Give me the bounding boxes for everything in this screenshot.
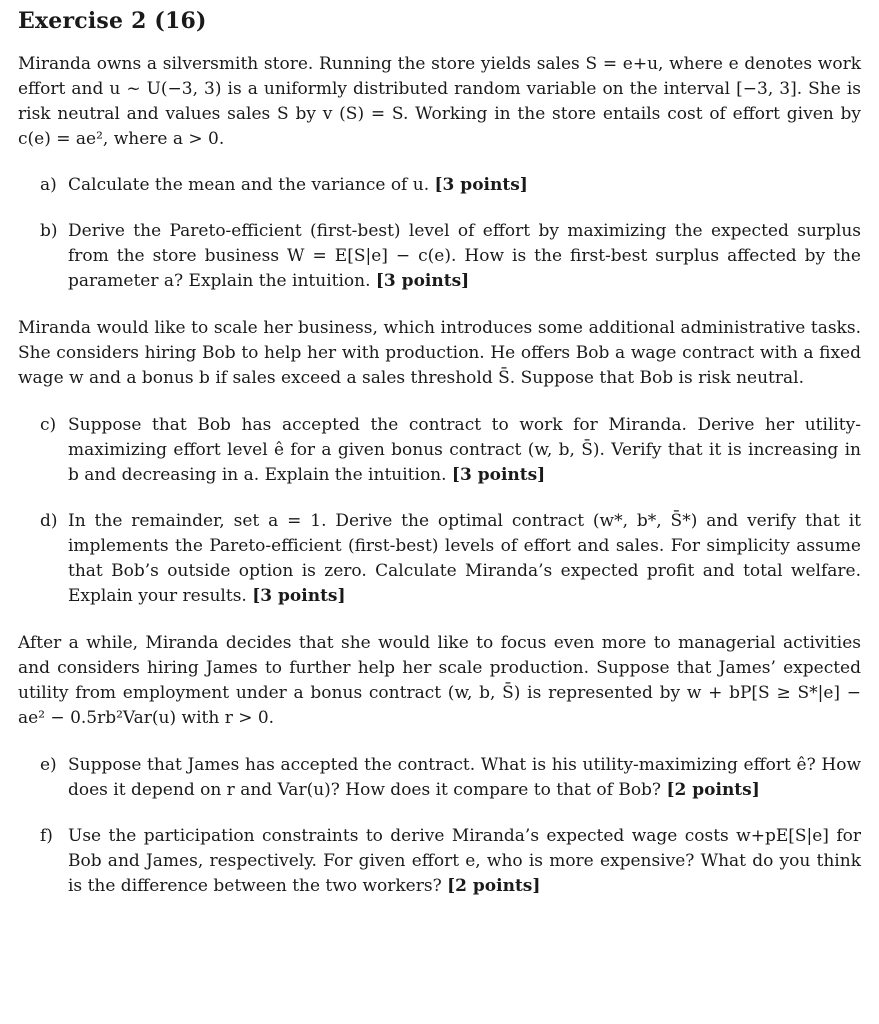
intro-paragraph: Miranda owns a silversmith store. Running the store yields sales S = e+u, where e denotes work effort and u ~ U(−3, 3) is a uniformly distributed random variable on the interval [−3, 3]. She is risk neutral and values sales S by v (S) = S. Working in the store entails cost of effort given by c(e) = ae², where a > 0. [18,54,861,149]
bob-paragraph: Miranda would like to scale her business, which introduces some additional administrative tasks. She considers hiring Bob to help her with production. He offers Bob a wage contract with a fixed wage w and a bonus b if sales exceed a sales threshold S̄. Suppose that Bob is risk neutral. [18,318,861,388]
question-a-points: [3 points] [434,175,528,195]
question-d [18,509,861,609]
question-d-label: d) [40,511,58,531]
question-list-1 [18,173,861,294]
question-f-text: Use the participation constraints to derive Miranda’s expected wage costs w+pE[S|e] for Bob and James, respectively. For given effort e, who is more expensive? What do you think is the difference between the two workers? [68,826,861,896]
question-b-points: [3 points] [375,271,470,291]
question-a [18,173,861,198]
question-a-text: Calculate the mean and the variance of u. [68,175,430,195]
question-b-label: b) [40,221,58,241]
question-c-points: [3 points] [451,465,546,485]
question-f-label: f) [40,826,53,846]
question-list-3 [18,753,861,899]
question-a-label: a) [40,175,57,195]
question-e-text: Suppose that James has accepted the contract. What is his utility-maximizing effort ê? How does it depend on r and Var(u)? How does it compare to that of Bob? [68,755,861,800]
question-list-2 [18,413,861,609]
question-e [18,753,861,803]
exercise-title: Exercise 2 (16) [18,8,207,34]
question-e-label: e) [40,755,57,775]
question-b-text: Derive the Pareto-efficient (first-best) level of effort by maximizing the expected surplus from the store business W = E[S|e] − c(e). How is the first-best surplus affected by the parameter a? Explain the intuition. [68,221,861,291]
question-f-points: [2 points] [447,876,541,896]
question-e-points: [2 points] [666,780,760,800]
question-d-text: In the remainder, set a = 1. Derive the optimal contract (w*, b*, S̄*) and verify that it implements the Pareto-efficient (first-best) levels of effort and sales. For simplicity assume that Bob’s outside option is zero. Calculate Miranda’s expected profit and total welfare. Explain your results. [68,511,861,606]
question-d-points: [3 points] [252,586,346,606]
question-c-label: c) [40,415,57,435]
question-b [18,219,861,294]
james-paragraph: After a while, Miranda decides that she would like to focus even more to managerial activities and considers hiring James to further help her scale production. Suppose that James’ expected utility from employment under a bonus contract (w, b, S̄) is represented by w + bP[S ≥ S*|e] − ae² − 0.5rb²Var(u) with r > 0. [18,633,861,728]
question-c [18,413,861,488]
question-f [18,824,861,899]
question-c-text: Suppose that Bob has accepted the contract to work for Miranda. Derive her utility-maximizing effort level ê for a given bonus contract (w, b, S̄). Verify that it is increasing in b and decreasing in a. Explain the intuition. [68,415,861,485]
